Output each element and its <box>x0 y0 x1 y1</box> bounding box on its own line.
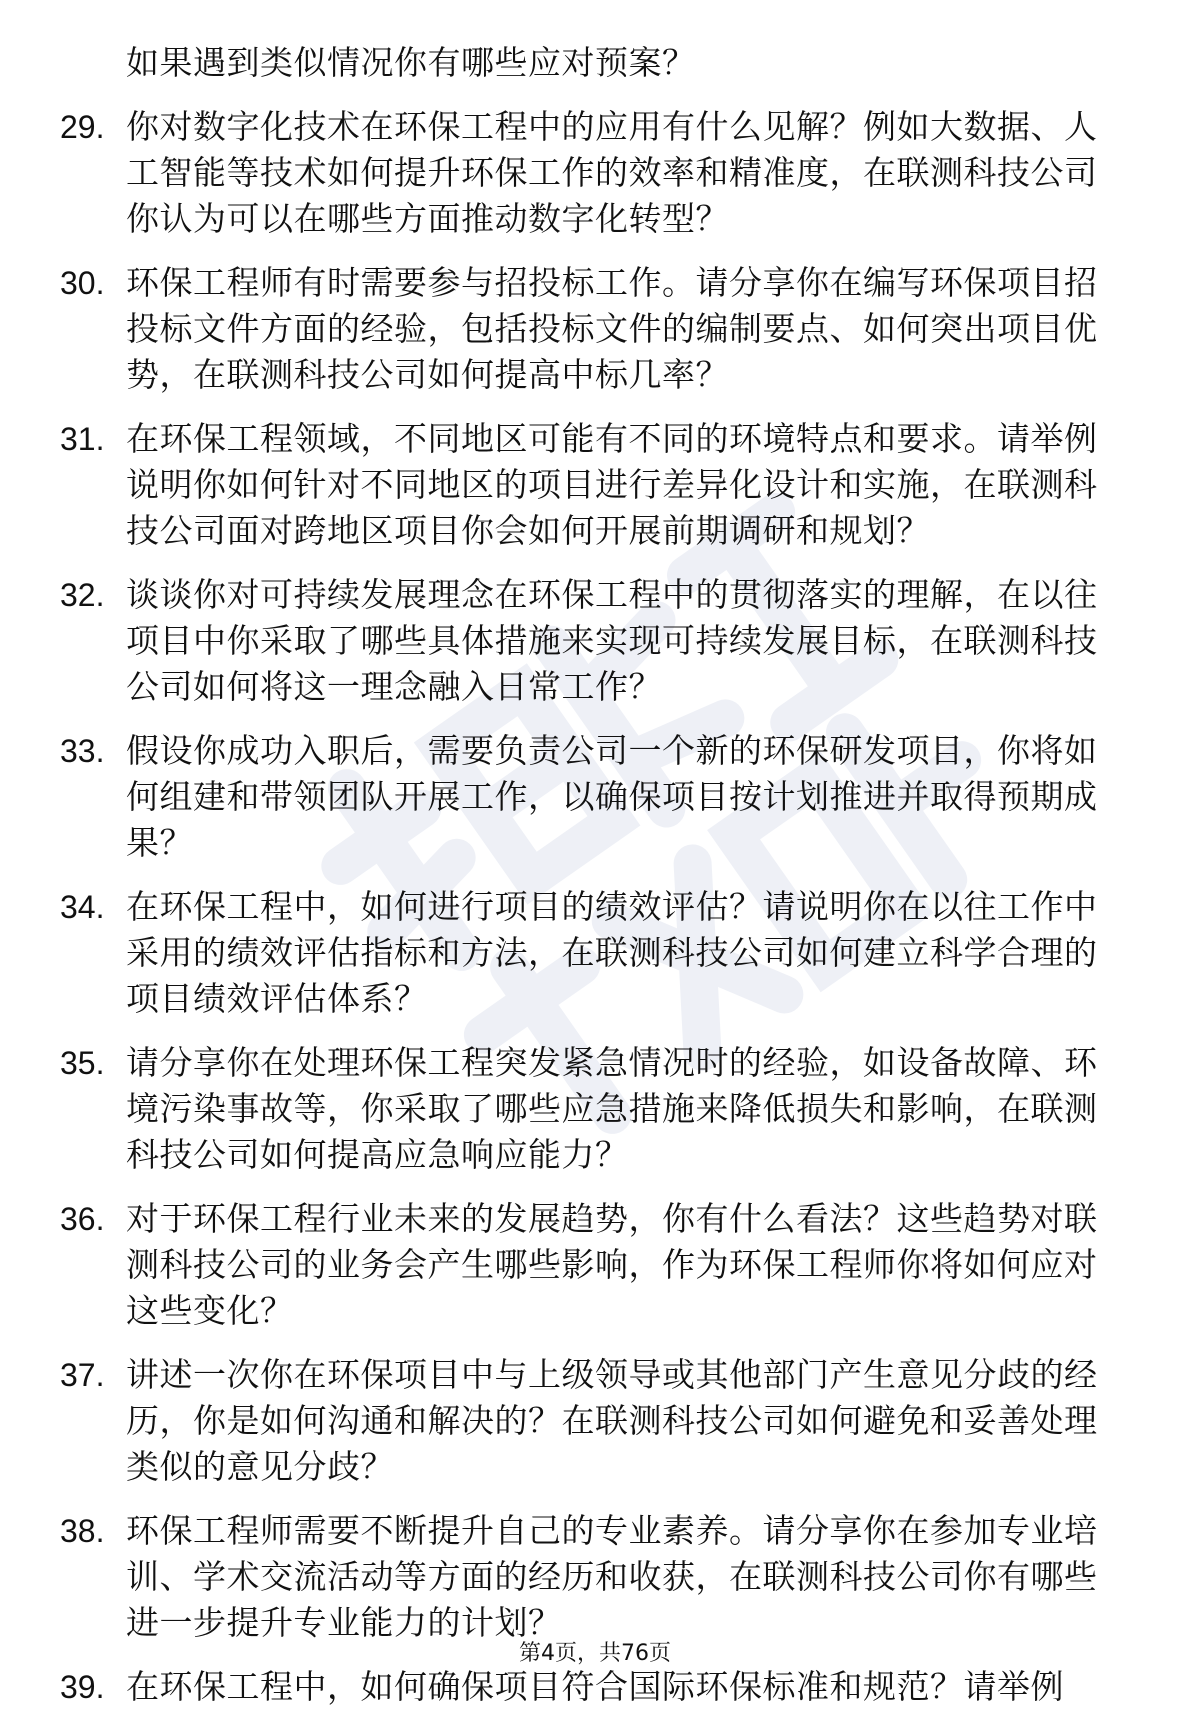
question-item-32 <box>60 572 1120 710</box>
question-list <box>60 40 1120 1728</box>
question-text: 环保工程师有时需要参与招投标工作。请分享你在编写环保项目招投标文件方面的经验，包括投标文件的编制要点、如何突出项目优势，在联测科技公司如何提高中标几率？ <box>126 263 1098 394</box>
question-text: 谈谈你对可持续发展理念在环保工程中的贯彻落实的理解，在以往项目中你采取了哪些具体措施来实现可持续发展目标，在联测科技公司如何将这一理念融入日常工作？ <box>126 575 1098 706</box>
question-text: 在环保工程领域，不同地区可能有不同的环境特点和要求。请举例说明你如何针对不同地区的项目进行差异化设计和实施，在联测科技公司面对跨地区项目你会如何开展前期调研和规划？ <box>126 419 1098 550</box>
question-number: 33. <box>60 733 105 769</box>
question-item-31 <box>60 416 1120 554</box>
question-number: 35. <box>60 1045 105 1081</box>
question-number: 32. <box>60 577 105 613</box>
page-footer: 第4页，共76页 <box>519 1641 671 1666</box>
question-text: 假设你成功入职后，需要负责公司一个新的环保研发项目，你将如何组建和带领团队开展工作，以确保项目按计划推进并取得预期成果？ <box>126 731 1098 862</box>
question-number: 39. <box>60 1669 105 1705</box>
question-item-30 <box>60 260 1120 398</box>
question-item-29 <box>60 104 1120 242</box>
question-number: 37. <box>60 1357 105 1393</box>
question-item-33 <box>60 728 1120 866</box>
question-text: 对于环保工程行业未来的发展趋势，你有什么看法？这些趋势对联测科技公司的业务会产生哪些影响，作为环保工程师你将如何应对这些变化？ <box>126 1199 1098 1330</box>
question-text: 你对数字化技术在环保工程中的应用有什么见解？例如大数据、人工智能等技术如何提升环保工作的效率和精准度，在联测科技公司你认为可以在哪些方面推动数字化转型？ <box>126 107 1098 238</box>
question-number: 29. <box>60 109 105 145</box>
question-text: 请分享你在处理环保工程突发紧急情况时的经验，如设备故障、环境污染事故等，你采取了哪些应急措施来降低损失和影响，在联测科技公司如何提高应急响应能力？ <box>126 1043 1098 1174</box>
continuation-text: 如果遇到类似情况你有哪些应对预案？ <box>126 43 696 82</box>
question-item-35 <box>60 1040 1120 1178</box>
question-item-38 <box>60 1508 1120 1646</box>
question-text: 环保工程师需要不断提升自己的专业素养。请分享你在参加专业培训、学术交流活动等方面的经历和收获，在联测科技公司你有哪些进一步提升专业能力的计划？ <box>126 1511 1098 1642</box>
question-item-36 <box>60 1196 1120 1334</box>
question-text: 在环保工程中，如何进行项目的绩效评估？请说明你在以往工作中采用的绩效评估指标和方法，在联测科技公司如何建立科学合理的项目绩效评估体系？ <box>126 887 1098 1018</box>
question-item-37 <box>60 1352 1120 1490</box>
question-item-39 <box>60 1664 1120 1710</box>
question-item-34 <box>60 884 1120 1022</box>
question-number: 38. <box>60 1513 105 1549</box>
question-text: 讲述一次你在环保项目中与上级领导或其他部门产生意见分歧的经历，你是如何沟通和解决的？在联测科技公司如何避免和妥善处理类似的意见分歧？ <box>126 1355 1098 1486</box>
question-text: 在环保工程中，如何确保项目符合国际环保标准和规范？请举例 <box>126 1667 1064 1706</box>
question-number: 31. <box>60 421 105 457</box>
question-number: 30. <box>60 265 105 301</box>
question-number: 34. <box>60 889 105 925</box>
question-number: 36. <box>60 1201 105 1237</box>
